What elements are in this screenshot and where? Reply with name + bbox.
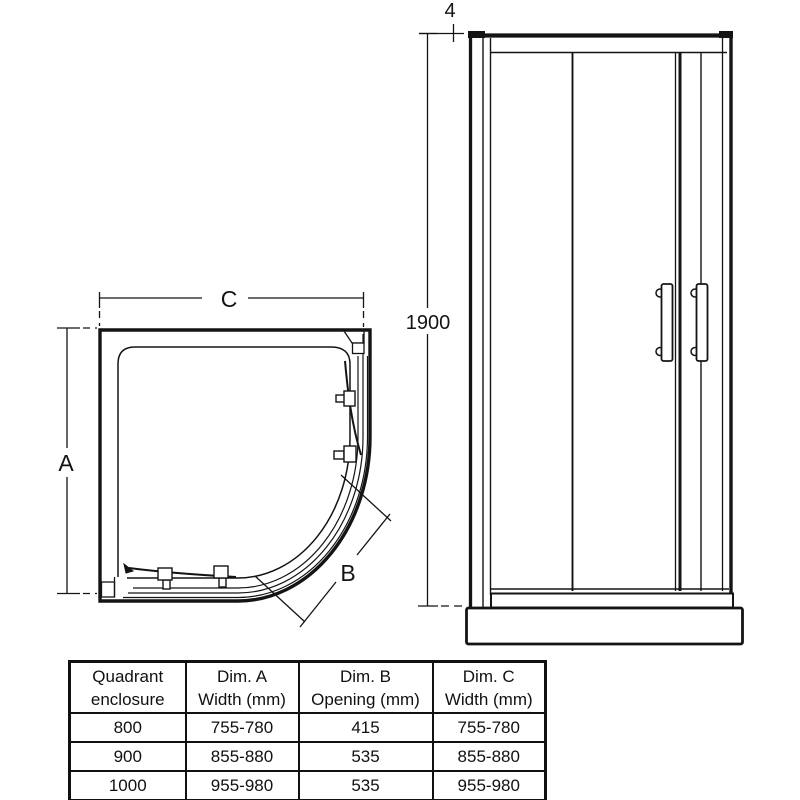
dimensions-table xyxy=(68,660,547,800)
cell-dim-c: 755-780 xyxy=(433,713,546,742)
header-quadrant: Quadrant enclosure xyxy=(70,662,186,714)
cell-dim-b: 535 xyxy=(299,771,433,800)
dim-height-label: 1900 xyxy=(405,312,451,334)
dim-c-label: C xyxy=(220,286,238,312)
elevation-view xyxy=(406,0,743,644)
cell-dim-c: 855-880 xyxy=(433,742,546,771)
cell-dim-a: 955-980 xyxy=(186,771,299,800)
cell-dim-b: 535 xyxy=(299,742,433,771)
table-header-row xyxy=(70,662,546,714)
elevation-base xyxy=(467,589,743,644)
header-dim-a: Dim. A Width (mm) xyxy=(186,662,299,714)
clamp-tab xyxy=(334,451,344,459)
clamp-tab xyxy=(163,580,170,589)
clamp-head xyxy=(214,566,228,578)
clamp-head xyxy=(158,568,172,580)
clamp-head xyxy=(344,391,355,406)
header-dim-c: Dim. C Width (mm) xyxy=(433,662,546,714)
handle-bar-left xyxy=(662,284,673,361)
clamp-tab xyxy=(219,578,226,587)
cell-dim-c: 955-980 xyxy=(433,771,546,800)
dim-top-gap-label: 4 xyxy=(444,0,456,22)
elevation-frame xyxy=(468,31,733,610)
shower-tray xyxy=(467,608,743,644)
elevation-door-handles xyxy=(656,284,708,361)
header-dim-b: Dim. B Opening (mm) xyxy=(299,662,433,714)
cell-size: 800 xyxy=(70,713,186,742)
cell-size: 1000 xyxy=(70,771,186,800)
bottom-profile xyxy=(491,594,733,608)
table-row xyxy=(70,742,546,771)
cell-dim-b: 415 xyxy=(299,713,433,742)
plan-outer-outline xyxy=(100,330,370,601)
table-row xyxy=(70,771,546,800)
table-row xyxy=(70,713,546,742)
cell-dim-a: 755-780 xyxy=(186,713,299,742)
handle-bar-right xyxy=(697,284,708,361)
clamp-head xyxy=(344,446,356,462)
plan-view xyxy=(57,286,391,627)
dim-a-label: A xyxy=(58,450,74,476)
cell-dim-a: 855-880 xyxy=(186,742,299,771)
dim-b-label: B xyxy=(340,560,356,586)
cell-size: 900 xyxy=(70,742,186,771)
